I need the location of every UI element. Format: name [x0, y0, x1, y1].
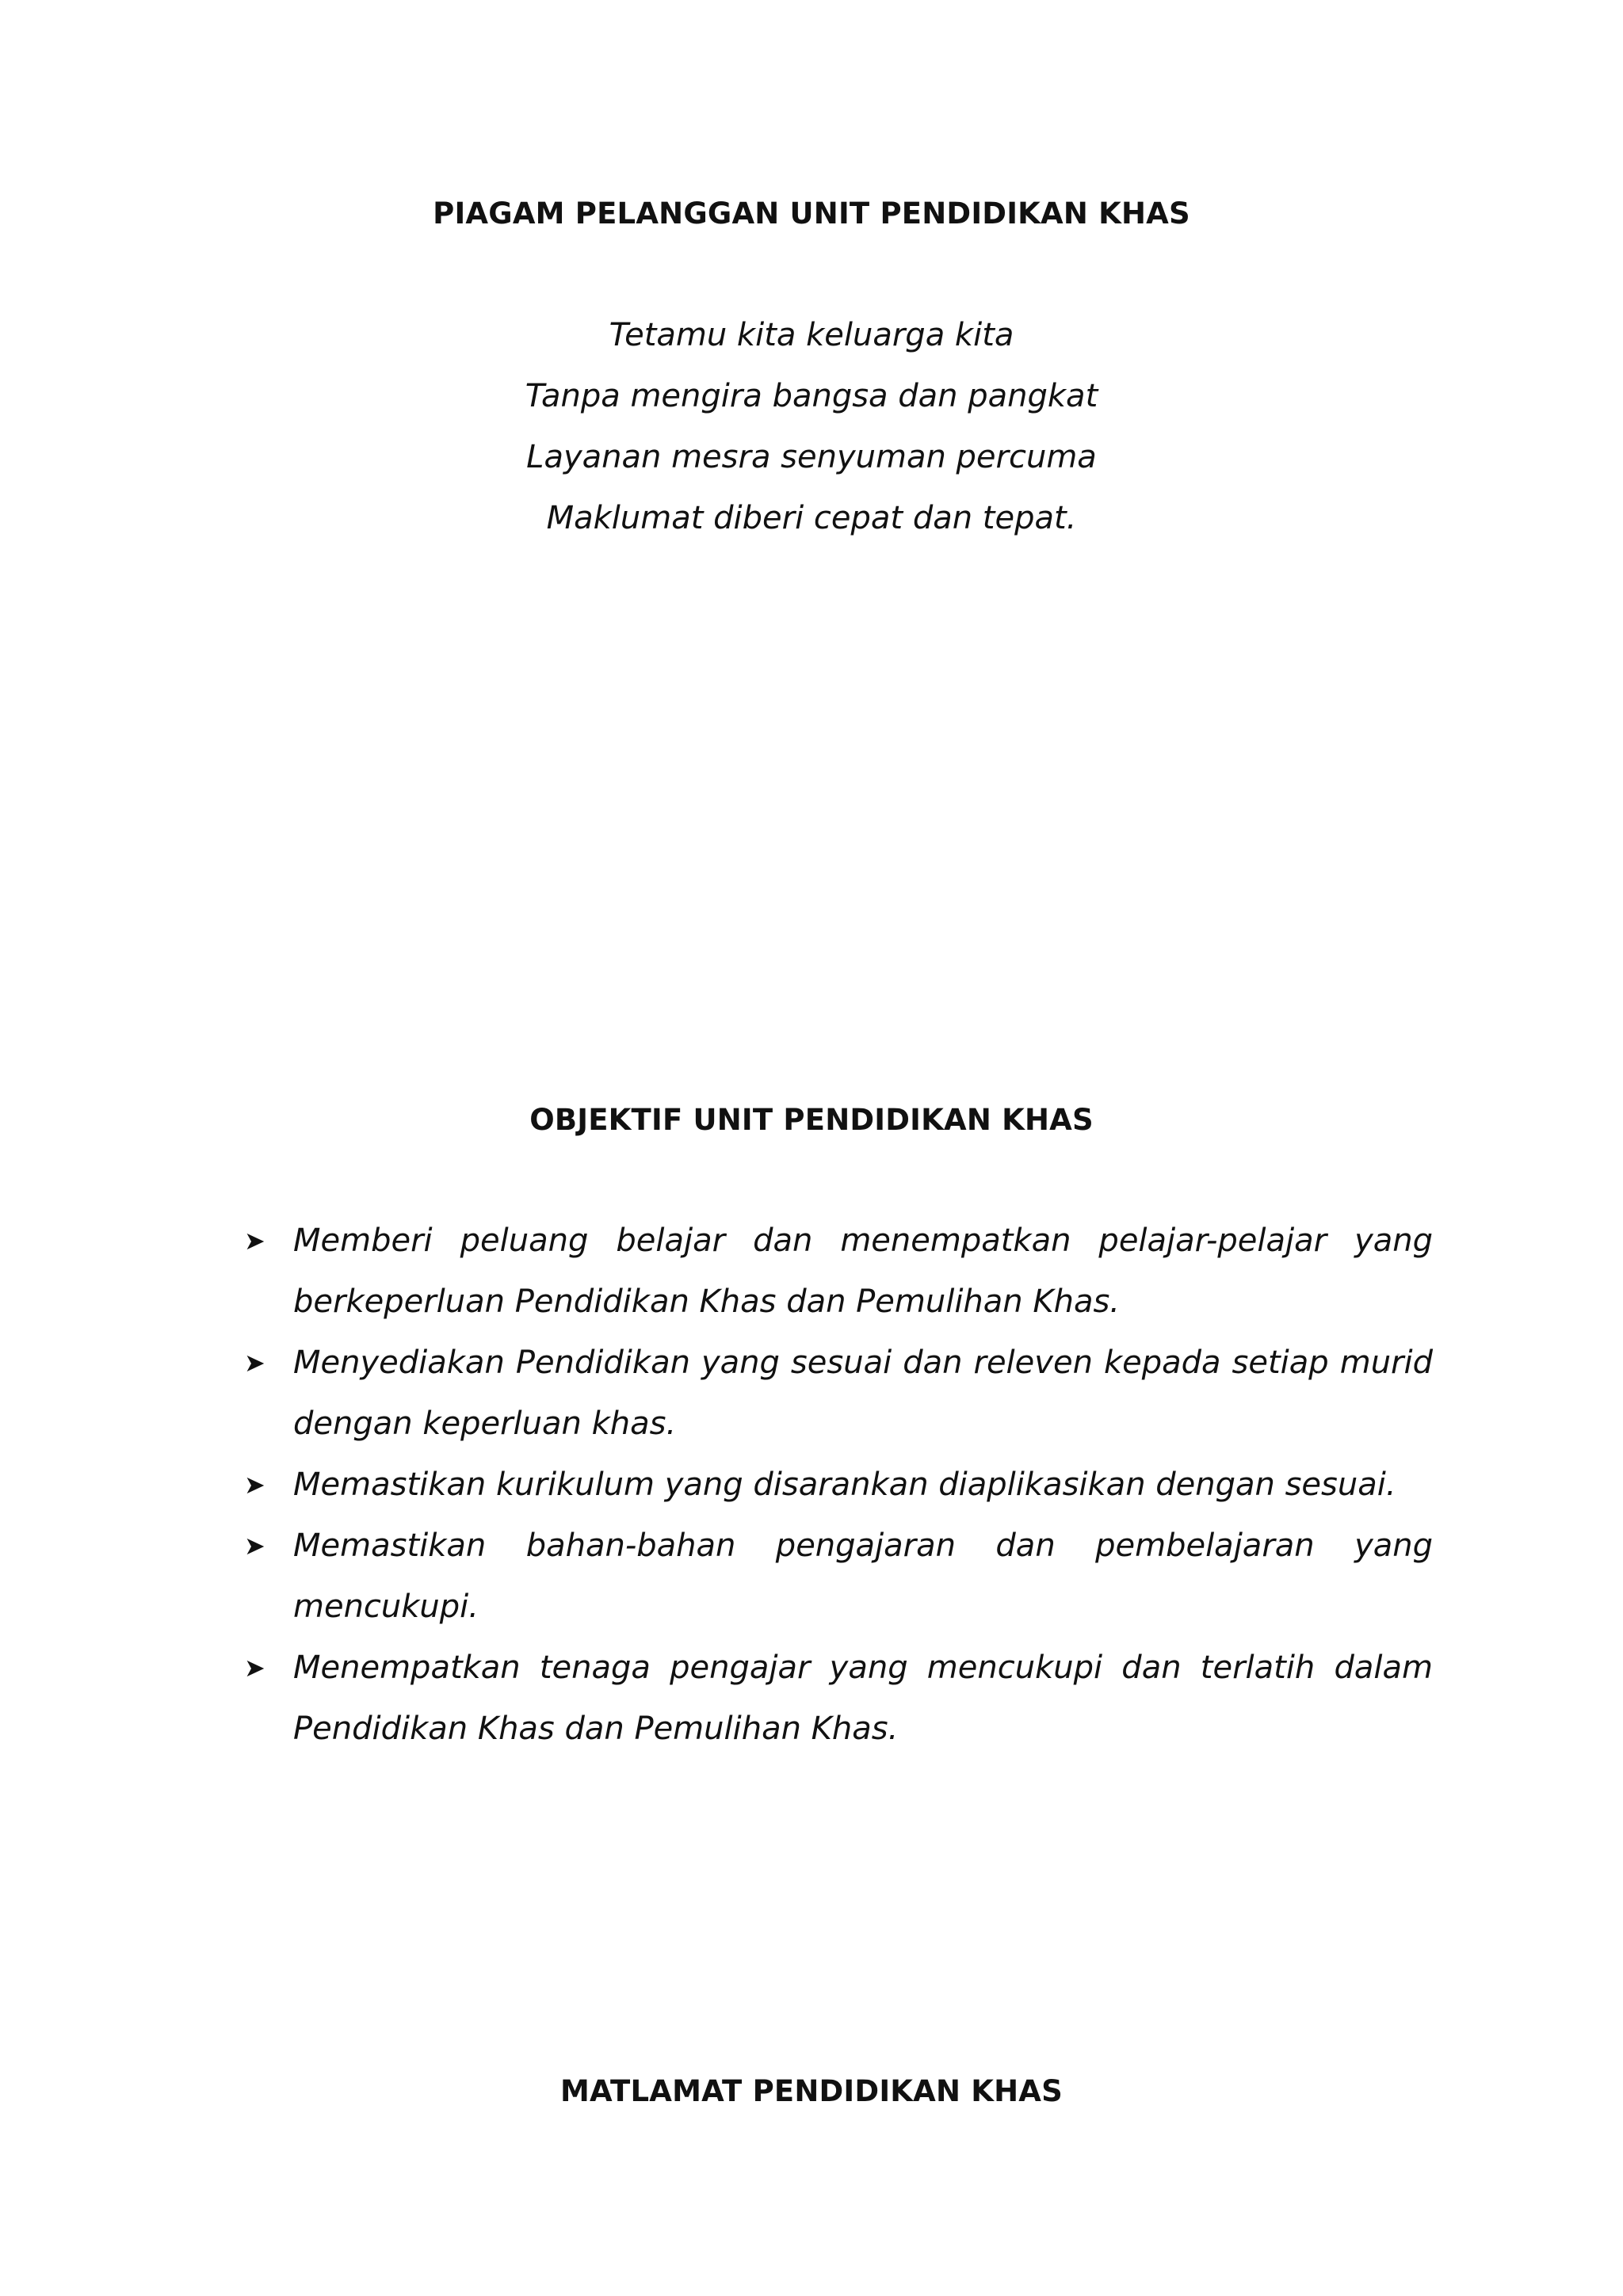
- arrowhead-bullet-icon: ➤: [244, 1653, 265, 1683]
- objective-item: [238, 1638, 1433, 1760]
- objectives-list: [238, 1211, 1433, 1760]
- objective-item: [238, 1516, 1433, 1638]
- objective-text: Menempatkan tenaga pengajar yang mencukupi dan terlatih dalam Pendidikan Khas dan Pemulihan Khas.: [293, 1650, 1433, 1747]
- arrowhead-bullet-icon: ➤: [244, 1348, 265, 1378]
- objective-item: [238, 1211, 1433, 1333]
- arrowhead-bullet-icon: ➤: [244, 1470, 265, 1500]
- charter-line: Layanan mesra senyuman percuma: [526, 439, 1097, 475]
- arrowhead-bullet-icon: ➤: [244, 1226, 265, 1256]
- goals-heading: MATLAMAT PENDIDIKAN KHAS: [560, 2074, 1063, 2108]
- charter-verse: [0, 305, 1623, 549]
- charter-line: Tetamu kita keluarga kita: [609, 317, 1014, 353]
- objective-text: Menyediakan Pendidikan yang sesuai dan releven kepada setiap murid dengan keperluan khas.: [293, 1344, 1433, 1442]
- objective-text: Memastikan bahan-bahan pengajaran dan pembelajaran yang mencukupi.: [293, 1527, 1433, 1625]
- objective-text: Memastikan kurikulum yang disarankan diaplikasikan dengan sesuai.: [293, 1466, 1396, 1503]
- objectives-heading: OBJEKTIF UNIT PENDIDIKAN KHAS: [529, 1103, 1094, 1137]
- arrowhead-bullet-icon: ➤: [244, 1531, 265, 1561]
- objective-item: [238, 1455, 1433, 1516]
- charter-heading: PIAGAM PELANGGAN UNIT PENDIDIKAN KHAS: [433, 196, 1190, 231]
- objective-text: Memberi peluang belajar dan menempatkan pelajar-pelajar yang berkeperluan Pendidikan Khas dan Pemulihan Khas.: [293, 1222, 1433, 1320]
- charter-line: Maklumat diberi cepat dan tepat.: [546, 500, 1077, 536]
- charter-line: Tanpa mengira bangsa dan pangkat: [525, 378, 1098, 414]
- objective-item: [238, 1333, 1433, 1455]
